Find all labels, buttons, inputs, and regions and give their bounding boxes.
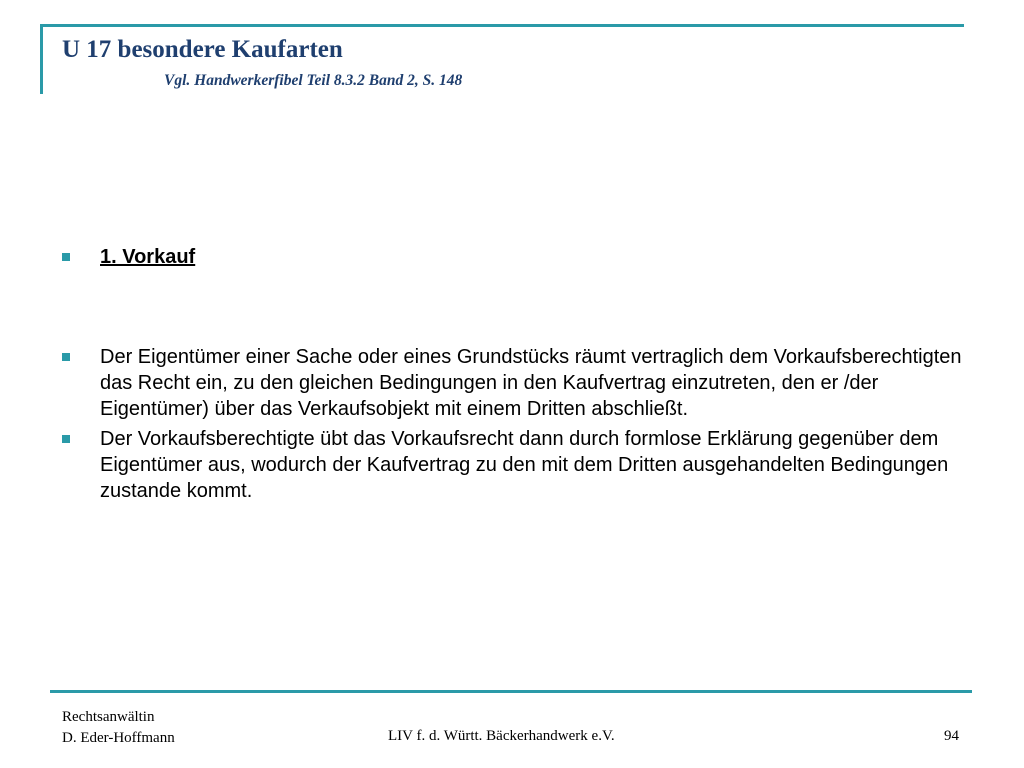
square-bullet-icon	[62, 435, 70, 443]
slide-subtitle: Vgl. Handwerkerfibel Teil 8.3.2 Band 2, S. 148	[164, 72, 463, 89]
header-left-rule	[40, 24, 43, 94]
bullet-text: Der Eigentümer einer Sache oder eines Grundstücks räumt vertraglich dem Vorkaufsberechtigten das Recht ein, zu den gleichen Bedingungen in den Kaufvertrag einzutreten, den er /der Eigentümer) über das Verkaufsobjekt mit einem Dritten abschließt.	[100, 346, 962, 420]
page-number: 94	[944, 728, 959, 744]
footer-author-line2: D. Eder-Hoffmann	[62, 730, 175, 746]
square-bullet-icon	[62, 353, 70, 361]
bullet-text: Der Vorkaufsberechtigte übt das Vorkaufsrecht dann durch formlose Erklärung gegenüber dem Eigentümer aus, wodurch der Kaufvertrag zu den mit dem Dritten ausgehandelten Bedingungen zustande kommt.	[100, 428, 949, 502]
footer-rule	[50, 690, 972, 693]
slide-title: U 17 besondere Kaufarten	[62, 36, 343, 63]
bullet-item-exercise	[62, 426, 962, 504]
footer-organization: LIV f. d. Württ. Bäckerhandwerk e.V.	[388, 728, 615, 744]
bullet-item-vorkauf-heading	[62, 244, 962, 270]
square-bullet-icon	[62, 253, 70, 261]
footer-author-line1: Rechtsanwältin	[62, 709, 155, 725]
content-bullet-list	[62, 244, 962, 504]
section-heading: 1. Vorkauf	[100, 246, 196, 268]
bullet-item-definition	[62, 344, 962, 422]
header-top-rule	[40, 24, 964, 27]
footer-author	[62, 707, 175, 749]
